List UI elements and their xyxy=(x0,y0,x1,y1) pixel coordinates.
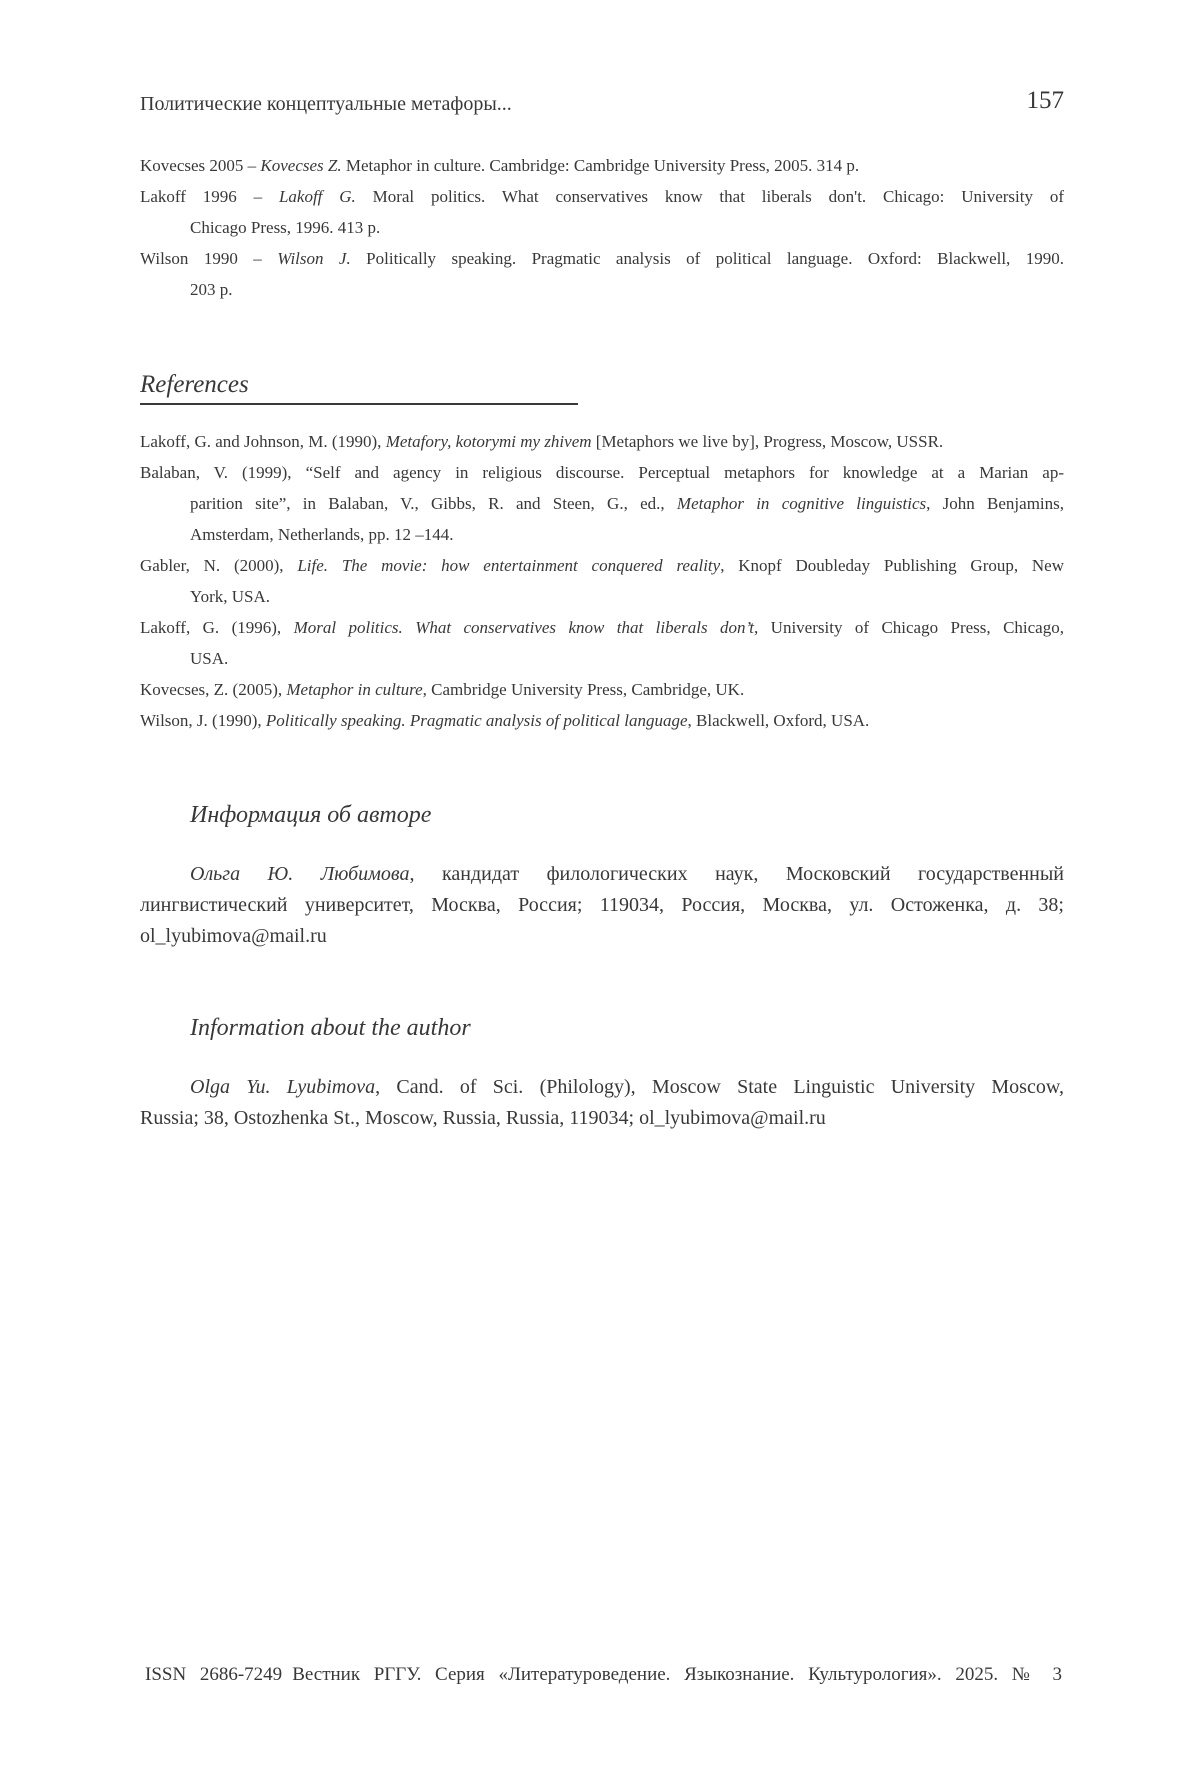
italic-text-run: Metafory, kotorymi my zhivem xyxy=(385,431,592,451)
text-line xyxy=(140,921,1064,952)
text-run: Wilson 1990 – xyxy=(140,248,278,268)
text-line xyxy=(140,274,1064,305)
text-run: Gabler, N. (2000), xyxy=(140,555,298,575)
reference-entry xyxy=(140,550,1064,612)
text-line xyxy=(140,1072,1064,1103)
bibliography-list xyxy=(140,150,1064,305)
running-header xyxy=(140,89,1064,119)
text-run: 203 p. xyxy=(190,279,233,299)
text-run: Moral politics. What conservatives know that liberals don't. Chicago: University of xyxy=(355,186,1064,206)
text-run: Politically speaking. Pragmatic analysis of political language. Oxford: Blackwell, 1990. xyxy=(350,248,1064,268)
text-line xyxy=(140,643,1064,674)
text-run: , Cand. of Sci. (Philology), Moscow State Linguistic University Moscow, xyxy=(375,1075,1064,1098)
text-line xyxy=(140,612,1064,643)
footer-journal-title: Вестник РГГУ. Серия «Литературоведение. Языкознание. Культурология». 2025. № 3 xyxy=(292,1664,1062,1685)
author-info-en-heading: Information about the author xyxy=(190,1015,471,1041)
italic-text-run: Wilson J. xyxy=(277,248,351,268)
text-run: Lakoff, G. (1996), xyxy=(140,618,294,638)
italic-text-run: Olga Yu. Lyubimova xyxy=(190,1075,376,1098)
text-run: [Metaphors we live by], Progress, Moscow, USSR. xyxy=(591,431,944,451)
text-run: , John Benjamins, xyxy=(926,493,1064,513)
text-line xyxy=(140,488,1064,519)
text-run: Balaban, V. (1999), “Self and agency in religious discourse. Perceptual metaphors for knowledge at a Marian ap- xyxy=(140,462,1064,482)
footer-issn: ISSN 2686-7249 xyxy=(145,1664,283,1685)
references-underline xyxy=(140,403,578,405)
italic-text-run: Metaphor in cognitive linguistics xyxy=(676,493,927,513)
italic-text-run: Politically speaking. Pragmatic analysis of political language xyxy=(265,711,688,731)
text-run: parition site”, in Balaban, V., Gibbs, R. and Steen, G., ed., xyxy=(190,493,677,513)
text-run: , Cambridge University Press, Cambridge, UK. xyxy=(422,680,745,700)
text-run: York, USA. xyxy=(190,586,270,606)
text-line xyxy=(140,1103,1064,1134)
text-run: Amsterdam, Netherlands, pp. 12 –144. xyxy=(190,524,454,544)
text-line xyxy=(140,859,1064,890)
running-title: Политические концептуальные метафоры... xyxy=(140,93,512,115)
text-run: лингвистический университет, Москва, Россия; 119034, Россия, Москва, ул. Остоженка, д. 38; xyxy=(140,893,1064,916)
reference-entry xyxy=(140,674,1064,705)
text-line xyxy=(140,519,1064,550)
text-run: , University of Chicago Press, Chicago, xyxy=(754,618,1064,638)
text-run: ol_lyubimova@mail.ru xyxy=(140,924,327,947)
text-line xyxy=(140,890,1064,921)
reference-entry xyxy=(140,705,1064,736)
text-run: , Blackwell, Oxford, USA. xyxy=(687,711,870,731)
text-run: Chicago Press, 1996. 413 p. xyxy=(190,217,381,237)
italic-text-run: Lakoff G. xyxy=(278,186,356,206)
text-run: , Knopf Doubleday Publishing Group, New xyxy=(720,555,1064,575)
text-line xyxy=(140,550,1064,581)
italic-text-run: Ольга Ю. Любимова xyxy=(190,862,410,885)
italic-text-run: Metaphor in culture xyxy=(286,680,423,700)
page-number: 157 xyxy=(1026,87,1064,114)
italic-text-run: Moral politics. What conservatives know that liberals don’t xyxy=(293,618,754,638)
reference-entry xyxy=(140,426,1064,457)
text-line xyxy=(140,457,1064,488)
text-run: , кандидат филологических наук, Московский государственный xyxy=(409,862,1064,885)
bibliography-entry xyxy=(140,243,1064,305)
text-line xyxy=(140,181,1064,212)
author-info-en-paragraph xyxy=(140,1072,1064,1134)
reference-entry xyxy=(140,457,1064,550)
text-run: Metaphor in culture. Cambridge: Cambridge University Press, 2005. 314 p. xyxy=(341,155,860,175)
text-run: Russia; 38, Ostozhenka St., Moscow, Russia, Russia, 119034; ol_lyubimova@mail.ru xyxy=(140,1106,826,1129)
text-run: Lakoff, G. and Johnson, M. (1990), xyxy=(140,431,386,451)
author-info-ru-paragraph xyxy=(140,859,1064,952)
text-line xyxy=(140,243,1064,274)
italic-text-run: Kovecses Z. xyxy=(260,155,342,175)
text-line xyxy=(140,150,1064,181)
text-line xyxy=(140,581,1064,612)
text-run: Wilson, J. (1990), xyxy=(140,711,266,731)
italic-text-run: Life. The movie: how entertainment conquered reality xyxy=(297,555,721,575)
page-footer xyxy=(145,1663,1062,1687)
text-run: Kovecses, Z. (2005), xyxy=(140,680,287,700)
author-info-ru-heading: Информация об авторе xyxy=(190,802,432,828)
references-list xyxy=(140,426,1064,737)
text-line xyxy=(140,426,1064,457)
reference-entry xyxy=(140,612,1064,674)
text-line xyxy=(140,212,1064,243)
bibliography-entry xyxy=(140,181,1064,243)
references-heading: References xyxy=(140,371,249,398)
text-run: Lakoff 1996 – xyxy=(140,186,279,206)
text-line xyxy=(140,674,1064,705)
bibliography-entry xyxy=(140,150,1064,181)
text-run: Kovecses 2005 – xyxy=(140,155,261,175)
text-line xyxy=(140,705,1064,736)
text-run: USA. xyxy=(190,649,229,669)
